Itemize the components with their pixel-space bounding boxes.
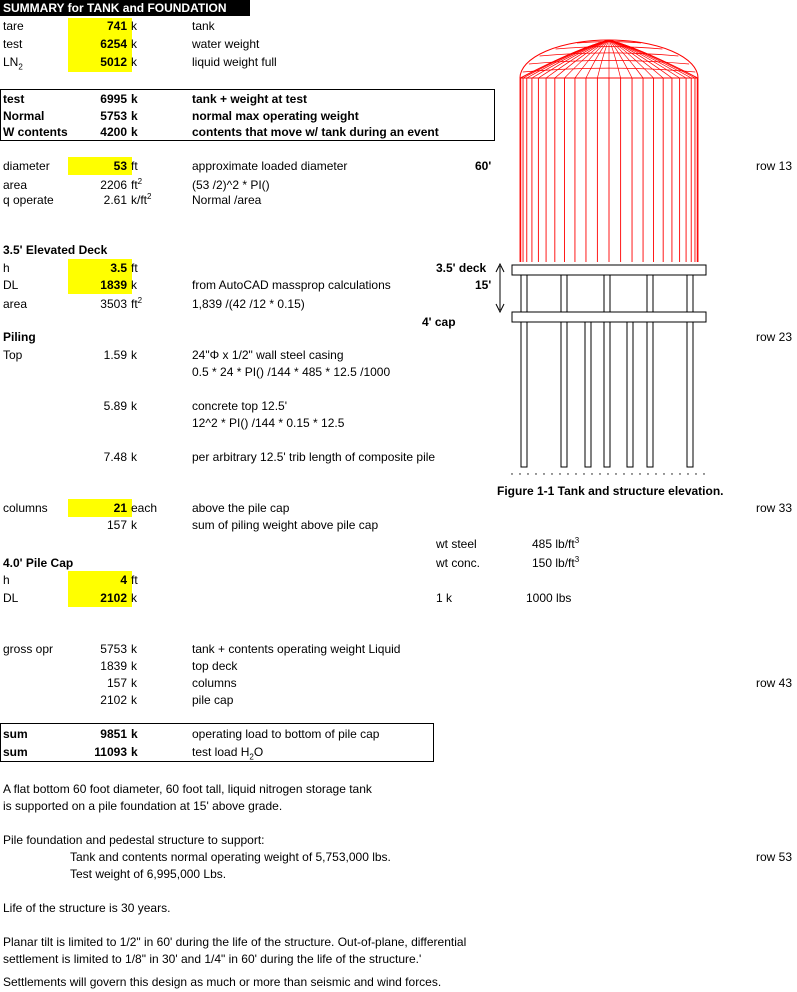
pile <box>604 322 610 467</box>
gross-row-desc: top deck <box>192 659 238 673</box>
total-contents-unit: k <box>131 125 138 139</box>
diameter-note: 60' <box>475 159 492 173</box>
pile-cap <box>512 312 706 322</box>
piling-top-label: Top <box>3 348 23 362</box>
gross-row-desc: tank + contents operating weight Liquid <box>192 642 401 656</box>
columns-label: columns <box>3 501 48 515</box>
row-marker: row 43 <box>756 676 793 690</box>
total-contents-desc: contents that move w/ tank during an event <box>192 125 439 139</box>
paragraph-line: A flat bottom 60 foot diameter, 60 foot tall, liquid nitrogen storage tank <box>3 782 372 796</box>
q-label: q operate <box>3 193 54 207</box>
deck-label: 3.5' deck <box>436 261 487 275</box>
ground-dot <box>599 473 600 474</box>
total-test-value: 6995 <box>100 92 127 106</box>
pilecap-h-unit: ft <box>131 573 138 587</box>
ground-dot <box>551 473 552 474</box>
tare-unit: k <box>131 19 137 33</box>
total-contents-label: W contents <box>3 125 68 139</box>
row-marker: row 23 <box>756 330 793 344</box>
ground-dot <box>543 473 544 474</box>
ground-dot <box>695 473 696 474</box>
wt-conc-value: 150 $lb/ft^3$ <box>532 555 580 570</box>
deck-area-label: area <box>3 297 28 311</box>
wt-conc-label: wt conc. <box>436 556 481 570</box>
paragraph-line: Planar tilt is limited to 1/2" in 60' during the life of the structure. Out-of-plane, differential <box>3 935 467 949</box>
ground-dot <box>535 473 536 474</box>
gross-row-unit: k <box>131 676 137 690</box>
sum-test-label: sum <box>3 745 28 759</box>
pile <box>647 322 653 467</box>
columns-value[interactable]: 21 <box>113 501 127 515</box>
deck-h-unit: ft <box>131 261 138 275</box>
gross-row-value: 5753 <box>100 642 127 656</box>
pile <box>627 322 633 467</box>
pilecap-heading: 4.0' Pile Cap <box>3 556 74 570</box>
cap-label: 4' cap <box>422 315 456 329</box>
gross-row-desc: pile cap <box>192 693 234 707</box>
total-normal-value: 5753 <box>100 109 127 123</box>
gross-row-unit: k <box>131 659 137 673</box>
ground-dot <box>511 473 512 474</box>
piling-sum-value: 157 <box>106 518 127 532</box>
deck-dl-label: DL <box>3 278 19 292</box>
row-marker: row 33 <box>756 501 793 515</box>
piling-top-desc2: 0.5 * 24 * PI() /144 * 485 * 12.5 /1000 <box>192 365 391 379</box>
diameter-unit: ft <box>131 159 138 173</box>
figure-caption: Figure 1-1 Tank and structure elevation. <box>497 484 724 498</box>
ground-dot <box>679 473 680 474</box>
deck-heading: 3.5' Elevated Deck <box>3 243 108 257</box>
column <box>521 275 527 312</box>
piling-top-desc1: 24"Φ x 1/2" wall steel casing <box>192 348 344 362</box>
gross-label: gross opr <box>3 642 54 656</box>
pile <box>585 322 591 467</box>
piling-composite-desc: per arbitrary 12.5' trib length of composite pile <box>192 450 436 464</box>
ground-dot <box>631 473 632 474</box>
sum-test-desc: test load $H_2O$ <box>192 745 264 762</box>
row-marker: row 53 <box>756 850 793 864</box>
piling-sum-unit: k <box>131 518 137 532</box>
gross-row-value: 157 <box>106 676 127 690</box>
pile <box>561 322 567 467</box>
ground-dot <box>583 473 584 474</box>
piling-top-value: 1.59 <box>103 348 127 362</box>
test-unit: k <box>131 37 137 51</box>
diameter-desc: approximate loaded diameter <box>192 159 348 173</box>
deck-dl-unit: k <box>131 278 137 292</box>
paragraph-line: Test weight of 6,995,000 Lbs. <box>70 867 227 881</box>
sum-test-unit: k <box>131 745 138 759</box>
pilecap-h-label: h <box>3 573 10 587</box>
sum-operating-label: sum <box>3 727 28 741</box>
deck-dl-desc: from AutoCAD massprop calculations <box>192 278 391 292</box>
sum-operating-value: 9851 <box>100 727 127 741</box>
deck-area-unit: $ft^2$ <box>131 296 143 311</box>
tare-desc: tank <box>192 19 215 33</box>
ground-dot <box>687 473 688 474</box>
sum-operating-desc: operating load to bottom of pile cap <box>192 727 380 741</box>
gross-row-value: 1839 <box>100 659 127 673</box>
wt-steel-value: 485 $lb/ft^3$ <box>532 536 580 551</box>
gross-row-unit: k <box>131 693 137 707</box>
piling-concrete-unit: k <box>131 399 137 413</box>
ground-dot <box>559 473 560 474</box>
diameter-label: diameter <box>3 159 50 173</box>
deck-dl-value[interactable]: 1839 <box>100 278 127 292</box>
piling-sum-desc: sum of piling weight above pile cap <box>192 518 379 532</box>
deck-h-label: h <box>3 261 10 275</box>
ground-dot <box>655 473 656 474</box>
test-label: test <box>3 37 23 51</box>
sum-test-value: 11093 <box>94 745 127 759</box>
piling-concrete-desc1: concrete top 12.5' <box>192 399 288 413</box>
kip-label: 1 k <box>436 591 453 605</box>
tank-dome-meridian <box>597 40 609 78</box>
paragraph-line: Settlements will govern this design as much or more than seismic and wind forces. <box>3 975 442 989</box>
paragraph-line: Pile foundation and pedestal structure to support: <box>3 833 265 847</box>
ground-dot <box>623 473 624 474</box>
columns-desc: above the pile cap <box>192 501 290 515</box>
ground-dot <box>519 473 520 474</box>
paragraph-line: Life of the structure is 30 years. <box>3 901 171 915</box>
ground-dot <box>527 473 528 474</box>
pilecap-dl-value[interactable]: 2102 <box>100 591 127 605</box>
tank-dome-meridian <box>609 40 621 78</box>
piling-concrete-desc2: 12^2 * PI() /144 * 0.15 * 12.5 <box>192 416 345 430</box>
ground-dot <box>703 473 704 474</box>
ground-dot <box>615 473 616 474</box>
piling-composite-value: 7.48 <box>103 450 127 464</box>
q-value: 2.61 <box>103 193 127 207</box>
total-test-desc: tank + weight at test <box>192 92 308 106</box>
paragraph-line: Tank and contents normal operating weight of 5,753,000 lbs. <box>70 850 391 864</box>
elevated-deck <box>512 265 706 275</box>
height-label: 15' <box>475 278 492 292</box>
total-normal-desc: normal max operating weight <box>192 109 359 123</box>
column <box>647 275 653 312</box>
ground-dot <box>607 473 608 474</box>
area-value: 2206 <box>100 178 127 192</box>
total-normal-label: Normal <box>3 109 45 123</box>
column <box>604 275 610 312</box>
diameter-value[interactable]: 53 <box>113 159 127 173</box>
piling-heading: Piling <box>3 330 36 344</box>
test-desc: water weight <box>192 37 260 51</box>
total-contents-value: 4200 <box>100 125 127 139</box>
column <box>687 275 693 312</box>
wt-steel-label: wt steel <box>436 537 477 551</box>
ln2-unit: k <box>131 55 137 69</box>
total-test-label: test <box>3 92 25 106</box>
deck-h-value[interactable]: 3.5 <box>110 261 127 275</box>
ground-dot <box>639 473 640 474</box>
piling-top-unit: k <box>131 348 137 362</box>
ln2-desc: liquid weight full <box>192 55 277 69</box>
gross-row-desc: columns <box>192 676 237 690</box>
total-test-unit: k <box>131 92 138 106</box>
ground-dot <box>663 473 664 474</box>
piling-concrete-value: 5.89 <box>103 399 127 413</box>
paragraph-line: is supported on a pile foundation at 15' above grade. <box>3 799 283 813</box>
ground-dot <box>567 473 568 474</box>
tare-value[interactable]: 741 <box>106 19 127 33</box>
paragraph-line: settlement is limited to 1/8" in 30' and 1/4" in 60' during the life of the structure.' <box>3 952 422 966</box>
pilecap-h-value[interactable]: 4 <box>120 573 127 587</box>
ground-dot <box>591 473 592 474</box>
pilecap-dl-unit: k <box>131 591 137 605</box>
ground-dot <box>575 473 576 474</box>
deck-area-desc: 1,839 /(42 /12 * 0.15) <box>192 297 305 311</box>
area-desc: (53 /2)^2 * PI() <box>192 178 270 192</box>
tare-label: tare <box>3 19 24 33</box>
gross-row-unit: k <box>131 642 137 656</box>
q-desc: Normal /area <box>192 193 262 207</box>
area-unit: $ft^2$ <box>131 177 143 192</box>
area-label: area <box>3 178 28 192</box>
summary-title: SUMMARY for TANK and FOUNDATION <box>0 0 250 16</box>
pile <box>521 322 527 467</box>
kip-value: 1000 lbs <box>526 591 572 605</box>
tank-wireframe <box>520 40 698 262</box>
gross-row-value: 2102 <box>100 693 127 707</box>
pile-structure <box>496 264 706 475</box>
q-unit: $k/ft^2$ <box>131 192 152 207</box>
total-normal-unit: k <box>131 109 138 123</box>
columns-unit: each <box>131 501 158 515</box>
ground-dot <box>671 473 672 474</box>
test-value[interactable]: 6254 <box>100 37 127 51</box>
column <box>561 275 567 312</box>
sum-operating-unit: k <box>131 727 138 741</box>
ground-dot <box>647 473 648 474</box>
row-marker: row 13 <box>756 159 793 173</box>
piling-composite-unit: k <box>131 450 137 464</box>
pile <box>687 322 693 467</box>
pilecap-dl-label: DL <box>3 591 19 605</box>
deck-area-value: 3503 <box>100 297 127 311</box>
ln2-label: $LN_2$ <box>3 55 23 72</box>
ln2-value[interactable]: 5012 <box>100 55 127 69</box>
